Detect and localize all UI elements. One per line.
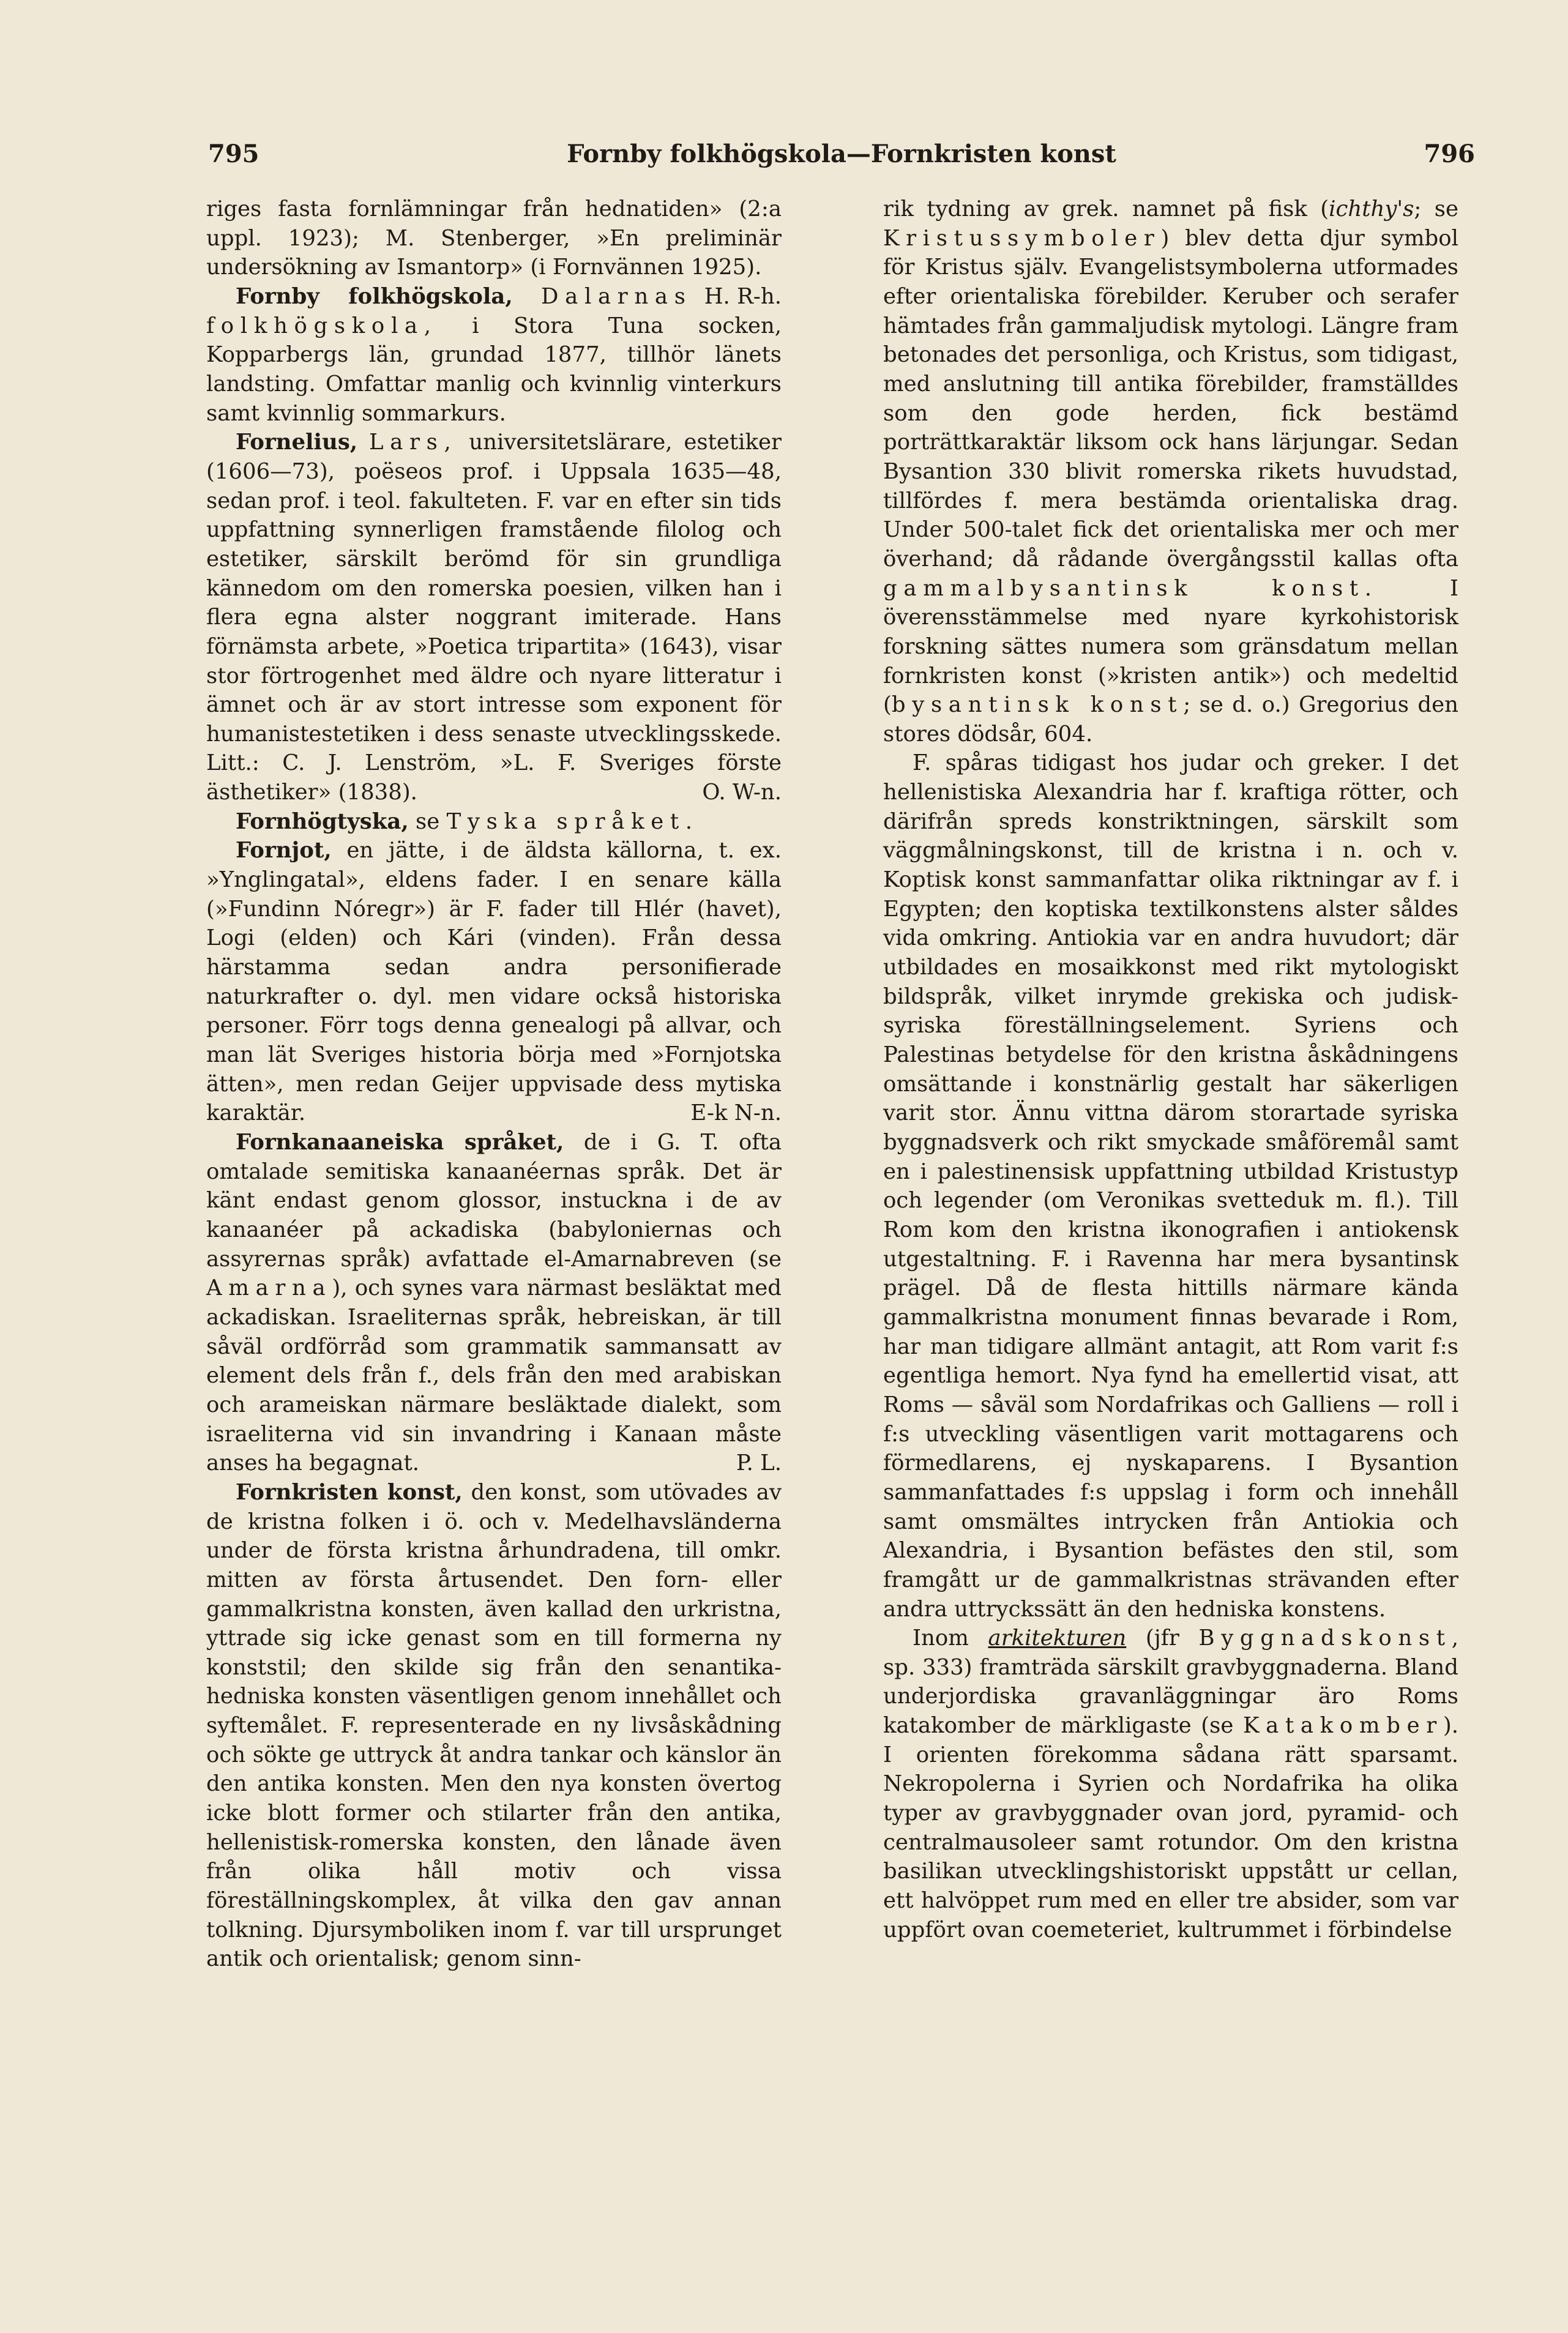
cross-reference: Kristussymboler	[883, 225, 1161, 251]
entry-fornkristen-konst	[206, 1478, 782, 1974]
cross-reference: Tyska språket.	[446, 808, 699, 834]
author-signature: O. W-n.	[702, 780, 782, 805]
entry-text: se	[416, 808, 440, 834]
cross-reference: Katakomber	[1242, 1713, 1443, 1739]
headword: Fornkanaaneiska språket,	[236, 1130, 564, 1155]
entry-text: Inom	[913, 1626, 969, 1651]
page-number-left: 795	[208, 140, 259, 168]
author-signature: E-k N-n.	[690, 1100, 782, 1126]
italic-term: ichthy's	[1329, 196, 1414, 222]
spaced-text: Dalarnas folkhögskola,	[206, 283, 692, 338]
entry-text: , sp. 333) framträda särskilt gravbyggnaderna. Bland underjordiska gravanläggningar äro Roms katakomber de märkligaste (se	[883, 1626, 1458, 1739]
entry-fornelius	[206, 428, 782, 807]
entry-text: en jätte, i de äldsta källorna, t. ex. »Ynglingatal», eldens fader. I en senare källa (»Fundinn Nóregr») är F. fader till Hlér (havet), Logi (elden) och Kári (vinden). Från dessa härstamma sedan andra personifierade naturkrafter o. dyl. men vidare också historiska personer. Förr togs denna genealogi på allvar, och man lät Sveriges historia börja med »Fornjotska ätten», men redan Geijer uppvisade dess mytiska karaktär.	[206, 838, 782, 1126]
headword: Fornhögtyska,	[236, 808, 409, 834]
entry-fornkanaaneiska-spraket	[206, 1128, 782, 1478]
entry-text: universitetslärare, estetiker (1606—73), poëseos prof. i Uppsala 1635—48, sedan prof. i teol. fakulteten. F. var en efter sin tids uppfattning synnerligen framstående filolog och estetiker, särskilt berömd för sin grundliga kännedom om den romerska poesien, vilken han i flera egna alster noggrant imiterade. Hans förnämsta arbete, »Poetica tripartita» (1643), visar stor förtrogenhet med äldre och nyare litteratur i ämnet och är av stort intresse som exponent för humanistestetiken i dess senaste utvecklingsskede. Litt.: C. J. Lenström, »L. F. Sveriges förste ästhetiker» (1838).	[206, 430, 782, 805]
page-header	[208, 140, 1475, 182]
entry-text: ). I orienten förekomma sådana rätt sparsamt. Nekropolerna i Syrien och Nordafrika ha olika typer av gravbyggnader ovan jord, pyramid- och centralmausoleer samt rotundor. Om den kristna basilikan utvecklingshistoriskt uppstått ur cellan, ett halvöppet rum med en eller tre absider, som var uppfört ovan coemeteriet, kultrummet i förbindelse	[883, 1713, 1458, 1943]
author-signature: H. R-h.	[704, 283, 782, 309]
entry-fornjot	[206, 836, 782, 1128]
left-column	[206, 195, 782, 1974]
entry-text: F. spåras tidigast hos judar och greker. I det hellenistiska Alexandria har f. kraftiga rötter, och därifrån spreds konstriktningen, särskilt som väggmålningskonst, till de kristna i n. och v. Koptisk konst sammanfattar olika riktningar av f. i Egypten; den koptiska textilkonstens alster såldes vida omkring. Antiokia var en andra huvudort; där utbildades en mosaikkonst med rikt mytologiskt bildspråk, vilket inrymde grekiska och judisk-syriska föreställningselement. Syriens och Palestinas betydelse för den kristna åskådningens omsättande i konstnärlig gestalt har säkerligen varit stor. Ännu vittna därom storartade syriska byggnadsverk och rikt smyckade småföremål samt en i palestinensisk uppfattning utbildad Kristustyp och legender (om Veronikas svetteduk m. fl.). Till Rom kom den kristna ikonografien i antiokensk utgestaltning. F. i Ravenna har mera bysantinsk prägel. Då de flesta hittills närmare kända gammalkristna monument finnas bevarade i Rom, har man tidigare allmänt antagit, att Rom varit f:s egentliga hemort. Nya fynd ha emellertid visat, att Roms — såväl som Nordafrikas och Galliens — roll i f:s utveckling väsentligen varit mottagarens och förmedlarens, ej nyskaparens. I Bysantion sammanfattades f:s uppslag i form och innehåll samt omsmältes intrycken från Antiokia och Alexandria, i Bysantion befästes den stil, som framgått ur de gammalkristnas strävanden efter andra uttryckssätt än den hedniska konstens.	[883, 750, 1458, 1622]
entry-text: ) blev detta djur symbol för Kristus själv. Evangelistsymbolerna utformades efter orientaliska förebilder. Keruber och serafer hämtades från gammaljudisk mytologi. Längre fram betonades det personliga, och Kristus, som tidigast, med anslutning till antika förebilder, framställdes som den gode herden, fick bestämd porträttkaraktär liksom ock hans lärjungar. Sedan Bysantion 330 blivit romerska rikets huvudstad, tillfördes f. mera bestämda orientaliska drag. Under 500-talet fick det orientaliska mer och mer överhand; då rådande övergångsstil kallas ofta	[883, 225, 1458, 572]
right-column	[883, 195, 1458, 1944]
running-title: Fornby folkhögskola—Fornkristen konst	[567, 140, 1116, 168]
paragraph-symbolism	[883, 195, 1458, 748]
entry-fornby-folkhogskola	[206, 282, 782, 428]
spaced-text: gammalbysantinsk konst.	[883, 575, 1378, 601]
entry-text: I överensstämmelse med nyare kyrkohistorisk forskning sättes numera som gränsdatum mellan fornkristen konst (»kristen antik») och medeltid (	[883, 575, 1458, 718]
paragraph-architecture	[883, 1624, 1458, 1944]
headword: Fornkristen konst,	[236, 1479, 463, 1505]
entry-text: ), och synes vara närmast besläktat med ackadiskan. Israeliternas språk, hebreiskan, är till såväl ordförråd som grammatik sammansatt av element dels från f., dels från den med arabiskan och arameiskan närmare besläktade dialekt, som israeliterna vid sin invandring i Kanaan måste anses ha begagnat.	[206, 1275, 782, 1476]
cross-reference: Amarna	[206, 1275, 332, 1301]
cross-reference: Byggnadskonst	[1198, 1626, 1452, 1651]
spaced-text: Lars,	[368, 430, 458, 455]
entry-text: ; se d. o.) Gregorius den stores dödsår, 604.	[883, 692, 1458, 747]
italic-term: arkitekturen	[988, 1626, 1127, 1651]
paragraph-origins	[883, 748, 1458, 1624]
author-signature: P. L.	[736, 1450, 782, 1476]
entry-text: den konst, som utövades av de kristna folken i ö. och v. Medelhavsländerna under de första kristna århundradena, till omkr. mitten av första årtusendet. Den forn- eller gammalkristna konsten, även kallad den urkristna, yttrade sig icke genast som en till formerna ny konststil; den skilde sig från den senantika-hedniska konsten väsentligen genom innehållet och syftemålet. F. representerade en ny livsåskådning och sökte ge uttryck åt andra tankar och känslor än den antika konsten. Men den nya konsten övertog icke blott former och stilarter från den antika, hellenistisk-romerska konsten, den lånade även från olika håll motiv och vissa föreställningskomplex, åt vilka den gav annan tolkning. Djursymboliken inom f. var till ursprunget antik och orientalisk; genom sinn-	[206, 1479, 782, 1972]
entry-text: riges fasta fornlämningar från hednatiden» (2:a uppl. 1923); M. Stenberger, »En preliminär undersökning av Ismantorp» (i Fornvännen 1925).	[206, 196, 782, 280]
headword: Fornelius,	[236, 430, 358, 455]
entry-text: (jfr	[1145, 1626, 1179, 1651]
page-number-right: 796	[1424, 140, 1475, 168]
entry-fornhogtyska	[206, 807, 782, 837]
entry-text: rik tydning av grek. namnet på fisk (	[883, 196, 1329, 222]
entry-text: i Stora Tuna socken, Kopparbergs län, grundad 1877, tillhör länets landsting. Omfattar manlig och kvinnlig vinterkurs samt kvinnlig sommarkurs.	[206, 313, 782, 426]
entry-text: de i G. T. ofta omtalade semitiska kanaanéernas språk. Det är känt endast genom glossor, instuckna i de av kanaanéer på ackadiska (babyloniernas och assyrernas språk) avfattade el-Amarnabreven (se	[206, 1130, 782, 1272]
headword: Fornjot,	[236, 838, 332, 864]
cross-reference: bysantinsk konst	[891, 692, 1184, 718]
headword: Fornby folkhögskola,	[236, 283, 513, 309]
entry-text: ; se	[1414, 196, 1458, 222]
